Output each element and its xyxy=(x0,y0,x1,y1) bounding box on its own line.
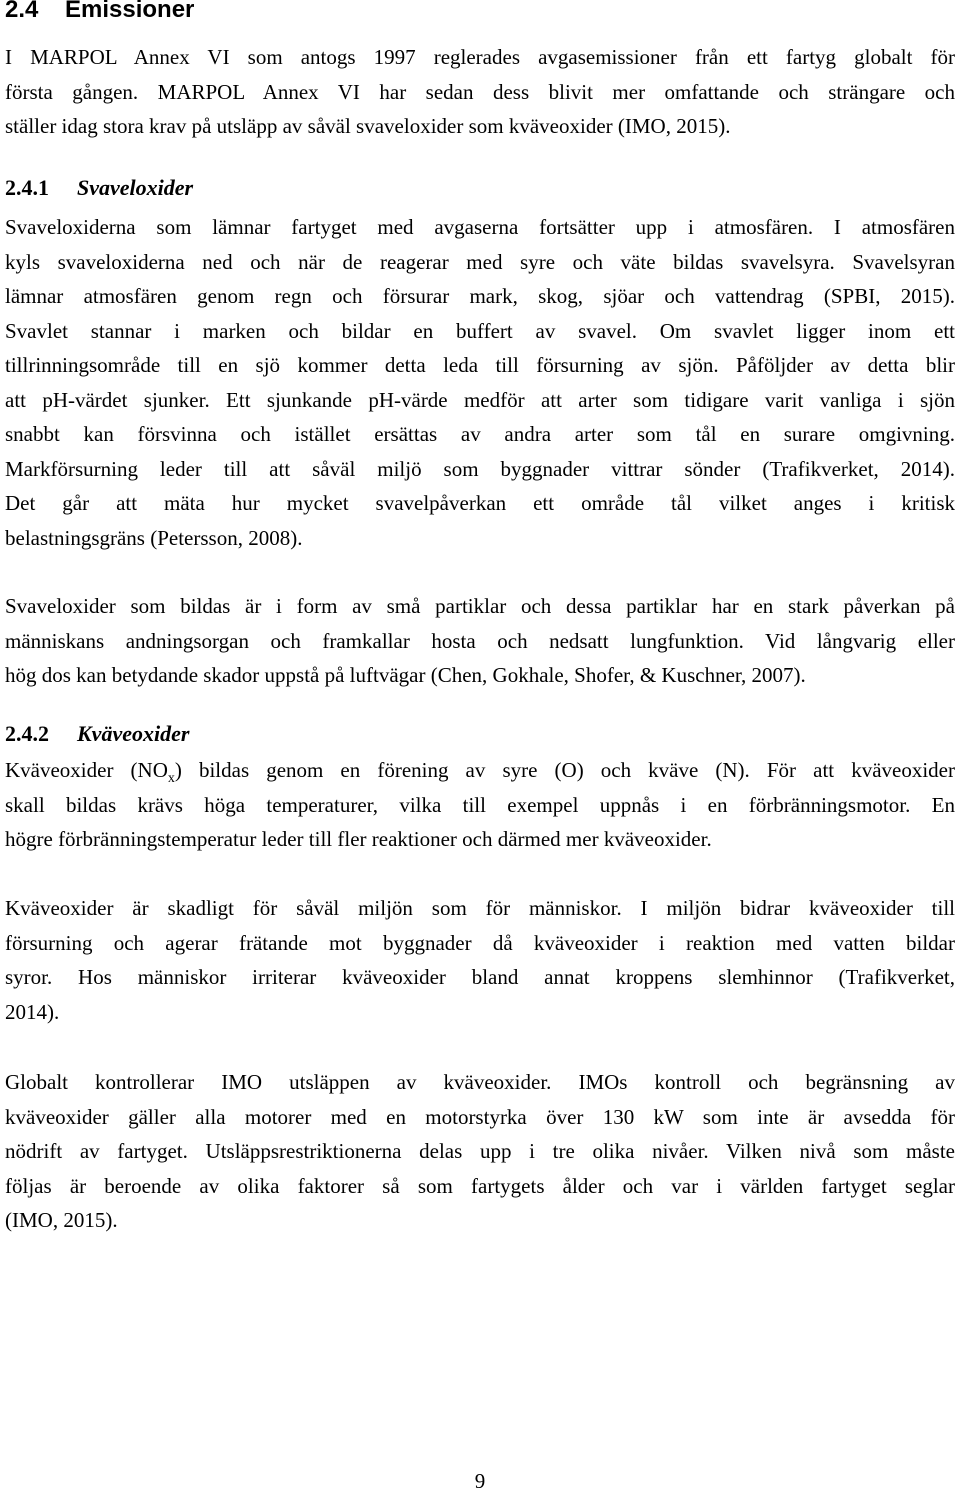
nox-text-after: ) bildas genom en förening av syre (O) och kväve (N). För att kväveoxider xyxy=(174,758,955,782)
intro-paragraph xyxy=(5,40,955,144)
paragraph-line: Svaveloxiderna som lämnar fartyget med avgaserna fortsätter upp i atmosfären. I atmosfären xyxy=(5,215,955,239)
subsection-number: 2.4.2 xyxy=(5,721,49,746)
paragraph-line: 2014). xyxy=(5,999,60,1024)
paragraph-line: snabbt kan försvinna och istället ersättas av andra arter som tål en surare omgivning. xyxy=(5,422,955,446)
paragraph-line: människans andningsorgan och framkallar hosta och nedsatt lungfunktion. Vid långvarig eller xyxy=(5,628,955,653)
nox-subscript: x xyxy=(167,771,175,787)
subsection-heading-nitrogen xyxy=(5,719,189,749)
paragraph-line: ställer idag stora krav på utsläpp av såväl svaveloxider som kväveoxider (IMO, 2015). xyxy=(5,114,731,138)
nitrogen-paragraph-1 xyxy=(5,753,955,857)
paragraph-line: Det går att mäta hur mycket svavelpåverkan ett område tål vilket anges i kritisk xyxy=(5,491,955,515)
section-heading xyxy=(5,0,194,28)
paragraph-line: hög dos kan betydande skador uppstå på luftvägar (Chen, Gokhale, Shofer, & Kuschner, 2007). xyxy=(5,663,806,687)
subsection-title: Svaveloxider xyxy=(77,175,194,200)
paragraph-line: Markförsurning leder till att såväl miljö som byggnader vittrar sönder (Trafikverket, 2014). xyxy=(5,456,955,481)
paragraph-line: Svavlet stannar i marken och bildar en buffert av svavel. Om svavlet ligger inom ett xyxy=(5,318,955,343)
paragraph-line xyxy=(5,753,955,788)
paragraph-line: Svaveloxider som bildas är i form av små partiklar och dessa partiklar har en stark påverkan på xyxy=(5,594,955,618)
paragraph-line: kyls svaveloxiderna ned och när de reagerar med syre och väte bildas svavelsyra. Svavelsyran xyxy=(5,249,955,274)
paragraph-line: syror. Hos människor irriterar kväveoxider bland annat kroppens slemhinnor (Trafikverket, xyxy=(5,965,955,989)
section-number: 2.4 xyxy=(5,0,39,23)
paragraph-line: Globalt kontrollerar IMO utsläppen av kväveoxider. IMOs kontroll och begränsning av xyxy=(5,1070,955,1094)
sulfur-paragraph-2 xyxy=(5,589,955,693)
paragraph-line: första gången. MARPOL Annex VI har sedan dess blivit mer omfattande och strängare och xyxy=(5,79,955,104)
paragraph-line: belastningsgräns (Petersson, 2008). xyxy=(5,525,303,550)
paragraph-line: försurning och agerar frätande mot byggnader då kväveoxider i reaktion med vatten bildar xyxy=(5,930,955,955)
nox-text-before: Kväveoxider (NO xyxy=(5,758,168,782)
paragraph-line: att pH-värdet sjunker. Ett sjunkande pH-värde medför att arter som tidigare varit vanliga i sjön xyxy=(5,387,955,412)
nitrogen-paragraph-3 xyxy=(5,1065,955,1238)
paragraph-line: nödrift av fartyget. Utsläppsrestriktionerna delas upp i tre olika nivåer. Vilken nivå som måste xyxy=(5,1139,955,1163)
paragraph-line: lämnar atmosfären genom regn och försurar mark, skog, sjöar och vattendrag (SPBI, 2015). xyxy=(5,284,955,308)
paragraph-line: Kväveoxider är skadligt för såväl miljön som för människor. I miljön bidrar kväveoxider till xyxy=(5,896,955,920)
nitrogen-paragraph-2 xyxy=(5,891,955,1029)
paragraph-line: följas är beroende av olika faktorer så som fartygets ålder och var i världen fartyget seglar xyxy=(5,1173,955,1198)
subsection-number: 2.4.1 xyxy=(5,175,49,200)
sulfur-paragraph-1 xyxy=(5,210,955,555)
section-title: Emissioner xyxy=(65,0,195,23)
paragraph-line: tillrinningsområde till en sjö kommer detta leda till försurning av sjön. Påföljder av detta blir xyxy=(5,353,955,377)
paragraph-line: skall bildas krävs höga temperaturer, vilka till exempel uppnås i en förbränningsmotor. En xyxy=(5,792,955,817)
paragraph-line: högre förbränningstemperatur leder till fler reaktioner och därmed mer kväveoxider. xyxy=(5,827,712,851)
paragraph-line: kväveoxider gäller alla motorer med en motorstyrka över 130 kW som inte är avsedda för xyxy=(5,1104,955,1129)
paragraph-line: I MARPOL Annex VI som antogs 1997 reglerades avgasemissioner från ett fartyg globalt för xyxy=(5,45,955,69)
subsection-heading-sulfur xyxy=(5,173,193,203)
page-number: 9 xyxy=(474,1469,486,1493)
paragraph-line: (IMO, 2015). xyxy=(5,1208,118,1232)
subsection-title: Kväveoxider xyxy=(77,721,190,746)
